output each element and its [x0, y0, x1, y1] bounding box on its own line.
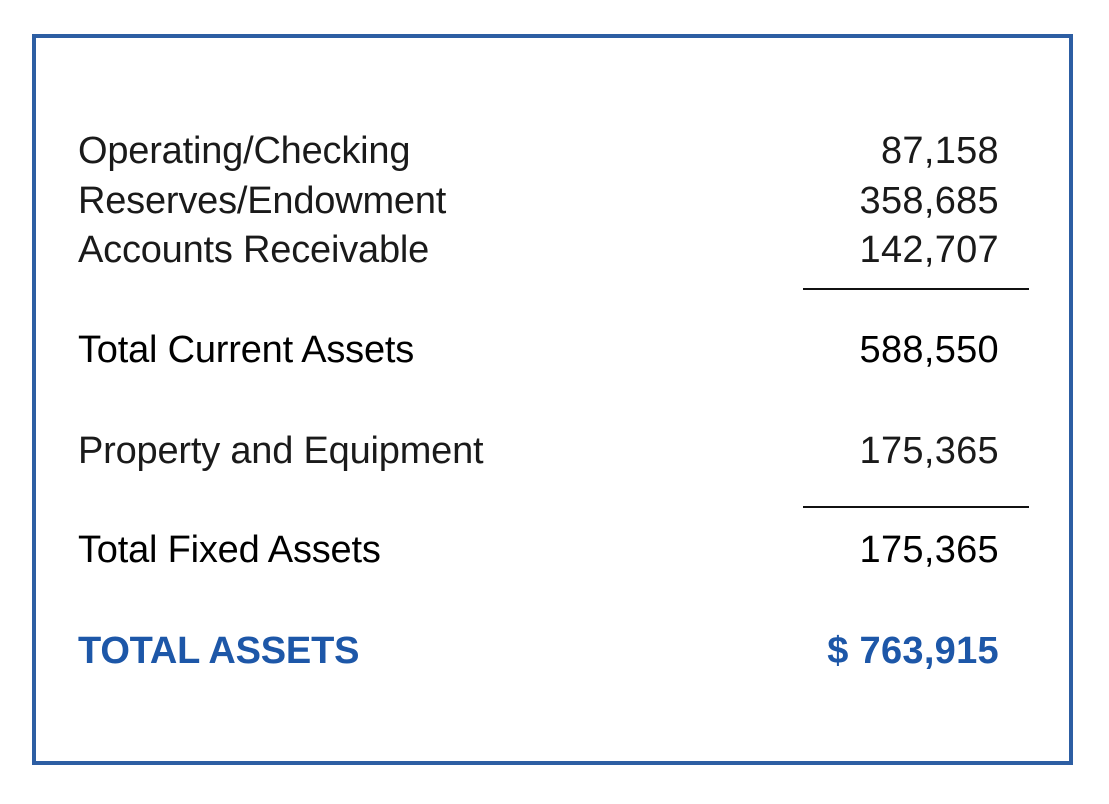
- total-current-assets-label: Total Current Assets: [78, 329, 415, 371]
- line-item-label: Reserves/Endowment: [78, 180, 447, 222]
- line-item-value: 175,365: [859, 430, 999, 472]
- total-fixed-assets-row: [0, 525, 1109, 575]
- total-assets-row: [0, 626, 1109, 676]
- total-fixed-assets-value: 175,365: [859, 529, 999, 571]
- total-fixed-assets-label: Total Fixed Assets: [78, 529, 381, 571]
- line-item-property-equipment: [0, 426, 1109, 476]
- line-item-accounts-receivable: [0, 225, 1109, 275]
- total-assets-label: TOTAL ASSETS: [78, 630, 360, 672]
- total-assets-value: $ 763,915: [827, 630, 999, 672]
- line-item-reserves-endowment: [0, 176, 1109, 226]
- subtotal-rule: [803, 288, 1029, 290]
- total-current-assets-row: [0, 325, 1109, 375]
- line-item-label: Property and Equipment: [78, 430, 484, 472]
- line-item-label: Accounts Receivable: [78, 229, 430, 271]
- line-item-value: 358,685: [859, 180, 999, 222]
- line-item-value: 142,707: [859, 229, 999, 271]
- subtotal-rule: [803, 506, 1029, 508]
- line-item-value: 87,158: [880, 130, 999, 172]
- line-item-operating-checking: [0, 126, 1109, 176]
- total-current-assets-value: 588,550: [859, 329, 999, 371]
- line-item-label: Operating/Checking: [78, 130, 411, 172]
